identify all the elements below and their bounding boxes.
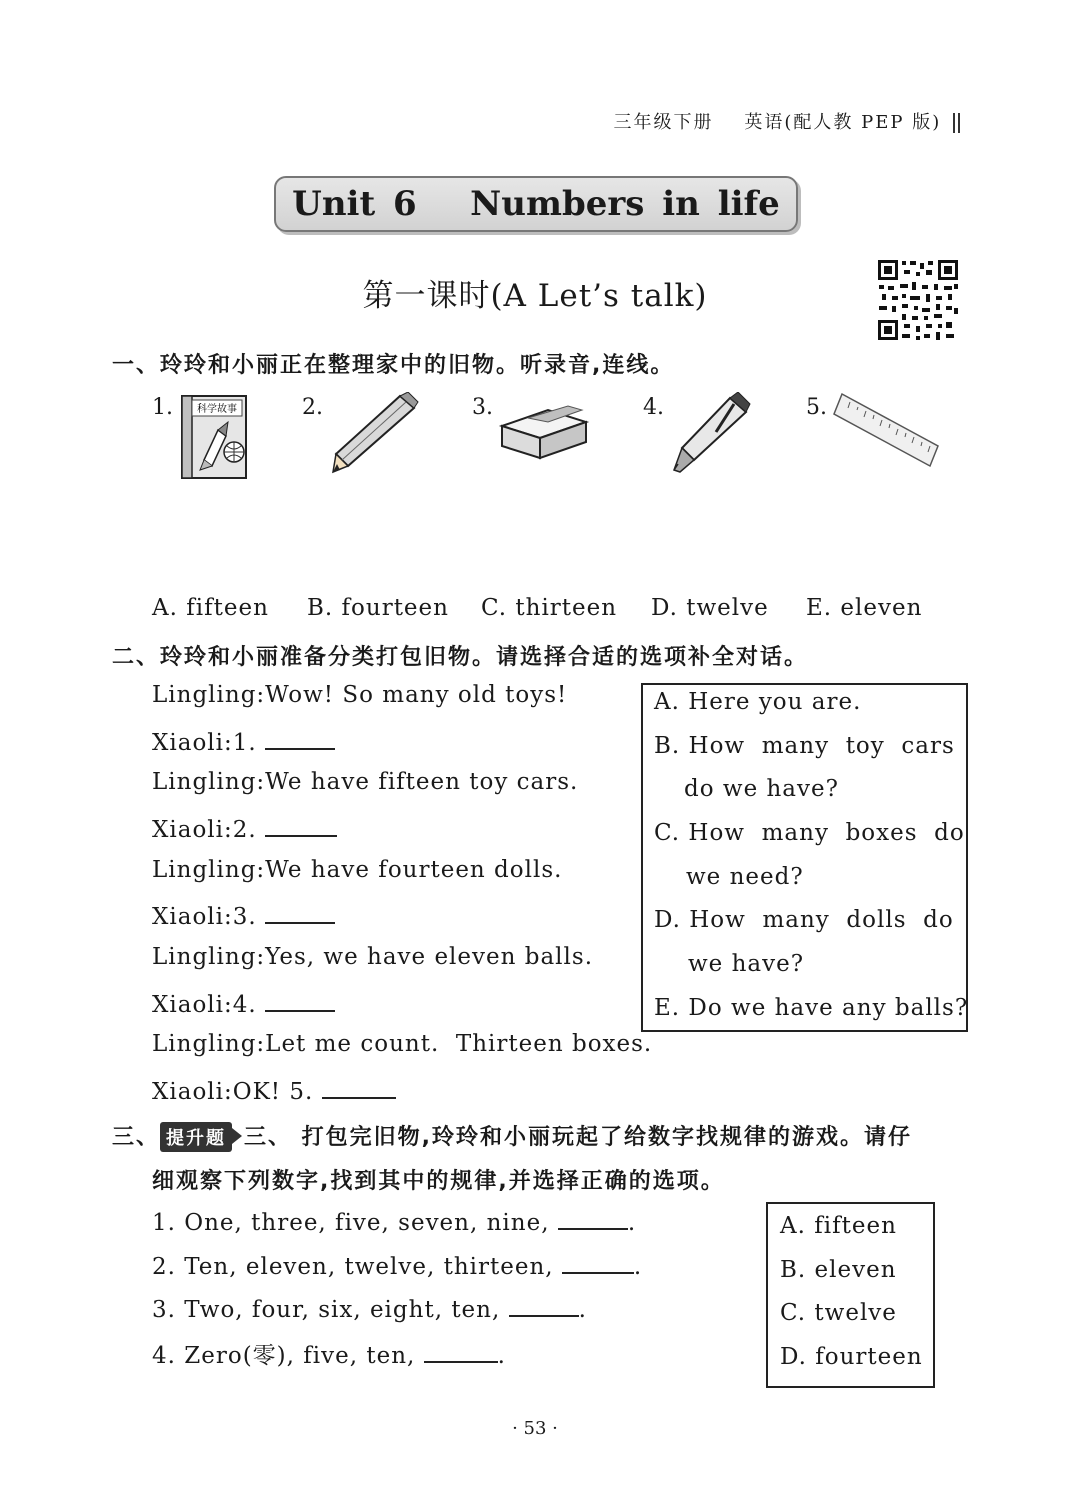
unit-title (274, 176, 798, 232)
dialogue-line (152, 988, 335, 1018)
dialogue-text: Let me count. Thirteen boxes. (265, 1031, 653, 1057)
answer-blank-4[interactable] (265, 988, 335, 1012)
pattern-blank-1[interactable] (558, 1206, 628, 1230)
dialogue-option-b: B. How many toy cars (654, 733, 955, 759)
dialogue-line (152, 1031, 652, 1057)
section3-number: 三、 (112, 1125, 161, 1150)
pattern-blank-4[interactable] (424, 1339, 498, 1363)
dialogue-option-d: D. How many dolls do (654, 907, 954, 933)
dialogue-text: We have fifteen toy cars. (265, 769, 579, 795)
dialogue-line (152, 857, 562, 883)
section1-title: 一、玲玲和小丽正在整理家中的旧物。听录音,连线。 (112, 353, 675, 378)
question-text: 4. Zero(零), five, ten, (152, 1343, 416, 1369)
period: . (627, 1210, 637, 1236)
speaker: Xiaoli: (152, 904, 233, 930)
advanced-tag: 提升题 (160, 1122, 232, 1152)
question-text: 3. Two, four, six, eight, ten, (152, 1297, 501, 1323)
dialogue-line (152, 1075, 396, 1105)
answer-blank-2[interactable] (265, 813, 337, 837)
dialogue-option-b-cont: do we have? (684, 776, 839, 802)
period: . (497, 1343, 506, 1369)
dialogue-text: We have fourteen dolls. (265, 857, 563, 883)
answer-blank-3[interactable] (265, 900, 335, 924)
match-option-a: A. fifteen (152, 595, 269, 621)
ruler-icon (832, 392, 940, 470)
section2-title: 二、玲玲和小丽准备分类打包旧物。请选择合适的选项补全对话。 (112, 645, 809, 670)
speaker: Xiaoli: (152, 1079, 233, 1105)
dialogue-line (152, 726, 335, 756)
eraser-icon (498, 400, 590, 462)
period: . (578, 1297, 587, 1323)
header-subject: 英语(配人教 PEP 版) (744, 112, 942, 133)
pattern-question-2 (152, 1250, 642, 1280)
pattern-blank-2[interactable] (562, 1250, 634, 1274)
period: . (633, 1254, 643, 1280)
pen-icon (672, 392, 752, 476)
dialogue-line (152, 682, 567, 708)
pattern-option-c: C. twelve (780, 1300, 897, 1326)
pattern-option-a: A. fifteen (780, 1213, 897, 1239)
speaker: Xiaoli: (152, 992, 233, 1018)
match-option-c: C. thirteen (481, 595, 618, 621)
qr-code-icon[interactable] (876, 258, 960, 342)
question-text: 1. One, three, five, seven, nine, (152, 1210, 550, 1236)
dialogue-option-e: E. Do we have any balls? (654, 995, 969, 1021)
page-number: · 53 · (512, 1418, 558, 1439)
dialogue-text: Yes, we have eleven balls. (265, 944, 594, 970)
section3-title-line2: 细观察下列数字,找到其中的规律,并选择正确的选项。 (152, 1169, 725, 1194)
dialogue-line (152, 813, 337, 843)
pattern-blank-3[interactable] (509, 1293, 579, 1317)
item3-number: 3. (472, 395, 493, 420)
book-cover-label: 科学故事 (197, 404, 237, 415)
match-option-e: E. eleven (806, 595, 923, 621)
pattern-question-3 (152, 1293, 587, 1323)
dialogue-option-a: A. Here you are. (654, 689, 862, 715)
pencil-icon (330, 392, 420, 474)
pattern-question-1 (152, 1206, 636, 1236)
speaker: Lingling: (152, 857, 266, 883)
answer-blank-5[interactable] (322, 1075, 396, 1099)
header-bar (953, 113, 960, 133)
item5-number: 5. (806, 395, 827, 420)
dialogue-text: 2. (232, 817, 257, 843)
dialogue-text: Wow! So many old toys! (265, 682, 568, 708)
match-option-d: D. twelve (651, 595, 769, 621)
book-header (614, 108, 960, 134)
lesson-title: 第一课时(A Let’s talk) (362, 278, 708, 314)
pattern-option-b: B. eleven (780, 1257, 897, 1283)
match-option-b: B. fourteen (307, 595, 449, 621)
dialogue-option-c: C. How many boxes do (654, 820, 965, 846)
answer-blank-1[interactable] (265, 726, 335, 750)
section3-title-line1: 三、 打包完旧物,玲玲和小丽玩起了给数字找规律的游戏。请仔 (244, 1125, 913, 1150)
speaker: Lingling: (152, 682, 266, 708)
pattern-question-4 (152, 1337, 506, 1370)
speaker: Xiaoli: (152, 817, 233, 843)
speaker: Lingling: (152, 769, 266, 795)
pattern-option-d: D. fourteen (780, 1344, 923, 1370)
unit-title-text: Unit 6 Numbers in life (292, 184, 780, 224)
speaker: Lingling: (152, 1031, 266, 1057)
dialogue-text: 3. (232, 904, 257, 930)
item1-number: 1. (152, 395, 173, 420)
item2-number: 2. (302, 395, 323, 420)
dialogue-option-c-cont: we need? (686, 864, 804, 890)
item4-number: 4. (643, 395, 664, 420)
dialogue-line (152, 944, 593, 970)
dialogue-text: 4. (232, 992, 257, 1018)
speaker: Lingling: (152, 944, 266, 970)
section3-title (112, 1120, 912, 1152)
header-grade: 三年级下册 (613, 112, 714, 133)
dialogue-text: OK! 5. (232, 1079, 314, 1105)
dialogue-option-d-cont: we have? (688, 951, 805, 977)
book-icon (178, 390, 252, 482)
dialogue-line (152, 900, 335, 930)
dialogue-text: 1. (232, 730, 257, 756)
question-text: 2. Ten, eleven, twelve, thirteen, (152, 1254, 554, 1280)
speaker: Xiaoli: (152, 730, 233, 756)
dialogue-line (152, 769, 578, 795)
